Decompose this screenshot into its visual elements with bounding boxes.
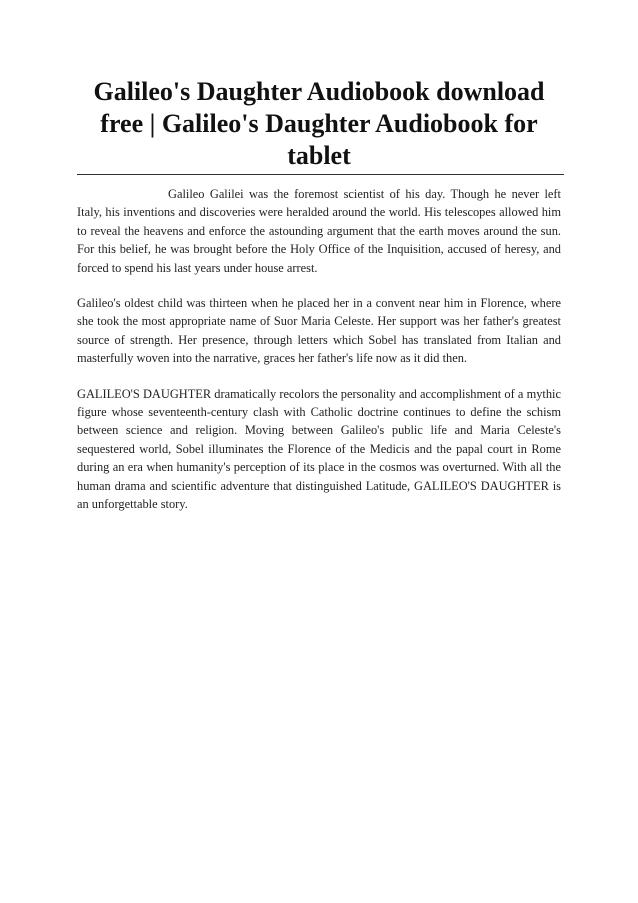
- document-body: [77, 185, 561, 531]
- paragraph-3: GALILEO'S DAUGHTER dramatically recolors the personality and accomplishment of a mythic figure whose seventeenth-century clash with Catholic doctrine continues to define the schism between science and religion. Moving between Galileo's public life and Maria Celeste's sequestered world, Sobel illuminates the Florence of the Medicis and the papal court in Rome during an era when humanity's perception of its place in the cosmos was overturned. With all the human drama and scientific adventure that distinguished Latitude, GALILEO'S DAUGHTER is an unforgettable story.: [77, 386, 561, 512]
- title-divider: [77, 174, 564, 175]
- paragraph-1: Galileo Galilei was the foremost scientist of his day. Though he never left Italy, his inventions and discoveries were heralded around the world. His telescopes allowed him to reveal the heavens and enforce the astounding argument that the earth moves around the sun. For this belief, he was brought before the Holy Office of the Inquisition, accused of heresy, and forced to spend his last years under house arrest.: [77, 187, 561, 275]
- page-title: Galileo's Daughter Audiobook download free | Galileo's Daughter Audiobook for tablet: [93, 77, 545, 170]
- paragraph-2: Galileo's oldest child was thirteen when he placed her in a convent near him in Florence, where she took the most appropriate name of Suor Maria Celeste. Her support was her father's greatest source of strength. Her presence, through letters which Sobel has translated from Italian and masterfully woven into the narrative, graces her father's life now as it did then.: [77, 296, 561, 366]
